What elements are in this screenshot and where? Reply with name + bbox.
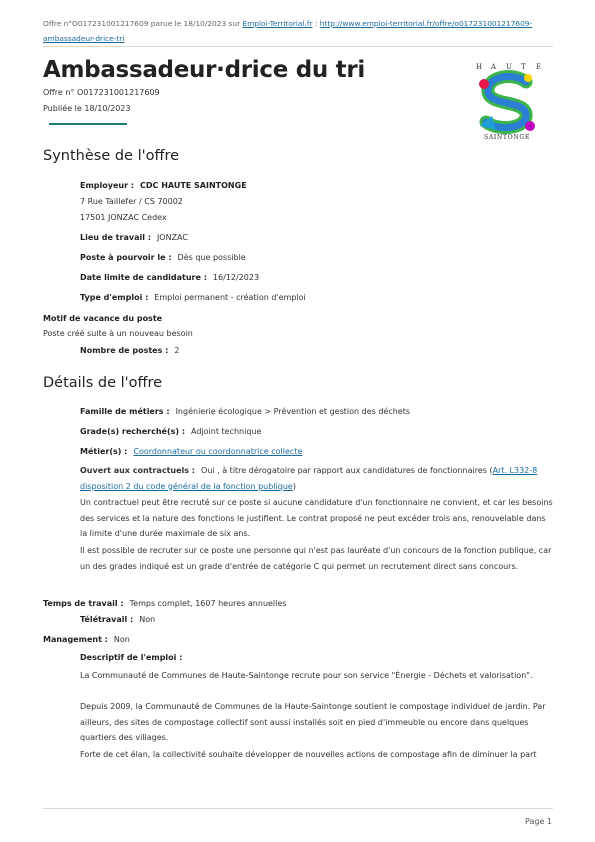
logo-letter-u: U — [506, 63, 512, 71]
management-row — [43, 635, 130, 644]
description-paragraph-2: Depuis 2009, la Communauté de Communes de la Haute-Saintonge soutient le compostage individuel de jardin. Par ailleurs, des sites de compostage collectif sont aussi installés soit en pied d'immeuble ou encore dans quelques quartiers des villages. — [80, 702, 546, 742]
offer-header-line — [43, 16, 558, 46]
logo-letter-e: E — [536, 63, 542, 71]
logo-subtitle: SAINTONGE — [483, 134, 531, 141]
contract-explanation: Un contractuel peut être recruté sur ce poste si aucune candidature d'un fonctionnaire ne convient, et car les besoins des services et la nature des fonctions le justifient. Le contrat proposé ne peut excéder trois ans, renouvelable dans la limite d'une durée maximale de six ans. — [80, 498, 553, 538]
footer-divider — [43, 808, 553, 809]
jobs-row — [80, 447, 302, 456]
page-title: Ambassadeur·drice du tri — [43, 57, 365, 83]
law-article-link[interactable]: Art. L332-8 — [492, 466, 538, 475]
law-disposition-link[interactable]: disposition 2 du code général de la fonction publique — [80, 481, 293, 491]
grade-value: Adjoint technique — [191, 427, 262, 436]
job-family-value: Ingénierie écologique > Prévention et gestion des déchets — [175, 407, 411, 416]
grade-row — [80, 427, 261, 436]
page-number: Page 1 — [525, 817, 552, 826]
workplace-label: Lieu de travail : — [80, 233, 151, 242]
positions-value: 2 — [174, 346, 180, 355]
synthese-section-title: Synthèse de l'offre — [43, 148, 180, 164]
employment-type-label: Type d'emploi : — [80, 293, 149, 302]
grade-label: Grade(s) recherché(s) : — [80, 427, 186, 436]
title-accent-bar — [49, 123, 127, 125]
management-value: Non — [113, 635, 130, 644]
job-family-label: Famille de métiers : — [80, 407, 170, 416]
worktime-row — [43, 599, 286, 608]
offer-url-link[interactable]: http://www.emploi-territorial.fr/offre/o017231001217609- ambassadeur-drice-tri — [43, 19, 533, 43]
employment-type-row — [80, 293, 306, 302]
job-description-label: Descriptif de l'emploi : — [80, 653, 183, 662]
description-paragraph-3: Forte de cet élan, la collectivité souhaite développer de nouvelles actions de compostage afin de diminuer la part — [80, 750, 537, 759]
management-label: Management : — [43, 635, 108, 644]
description-paragraph-1: La Communauté de Communes de Haute-Saintonge recrute pour son service "Énergie - Déchets et valorisation". — [80, 671, 533, 680]
remote-work-value: Non — [139, 615, 156, 624]
worktime-label: Temps de travail : — [43, 599, 124, 608]
positions-row — [80, 346, 179, 355]
job-family-row — [80, 407, 410, 416]
published-date: Publiée le 18/10/2023 — [43, 104, 131, 113]
contract-value: Oui , à titre dérogatoire par rapport aux candidatures de fonctionnaires ( — [201, 466, 493, 475]
employment-type-value: Emploi permanent - création d'emploi — [154, 293, 306, 302]
remote-work-row — [80, 615, 155, 624]
employer-value: CDC HAUTE SAINTONGE — [140, 181, 247, 190]
deadline-label: Date limite de candidature : — [80, 273, 207, 282]
haute-saintonge-logo — [470, 60, 545, 142]
header-divider — [43, 46, 553, 47]
workplace-row — [80, 233, 188, 242]
recruitment-explanation: Il est possible de recruter sur ce poste une personne qui n'est pas lauréate d'un concours de la fonction publique, car un des grades indiqué est un grade d'entrée de catégorie C qui permet un recrutement direct sans concours. — [80, 546, 552, 571]
header-prefix: Offre n°O017231001217609 parue le 18/10/2023 sur — [43, 19, 241, 28]
header-separator: : — [314, 19, 318, 28]
remote-work-label: Télétravail : — [80, 615, 134, 624]
start-date-value: Dès que possible — [177, 253, 246, 262]
worktime-value: Temps complet, 1607 heures annuelles — [129, 599, 287, 608]
details-section-title: Détails de l'offre — [43, 375, 163, 391]
employer-address-2: 17501 JONZAC Cedex — [80, 213, 167, 222]
offer-number: Offre n° O017231001217609 — [43, 88, 160, 97]
contract-block: Ouvert aux contractuels : Oui , à titre dérogatoire par rapport aux candidatures de fonctionnaires (Art. L332-8 disposition 2 du code général de la fonction publique) — [80, 466, 538, 491]
employer-label: Employeur : — [80, 181, 135, 190]
employer-row — [80, 181, 247, 190]
start-date-label: Poste à pourvoir le : — [80, 253, 172, 262]
employer-address-1: 7 Rue Taillefer / CS 70002 — [80, 197, 183, 206]
vacancy-reason-label: Motif de vacance du poste — [43, 314, 163, 323]
contract-label: Ouvert aux contractuels : — [80, 466, 196, 475]
logo-letter-h: H — [476, 63, 483, 71]
workplace-value: JONZAC — [156, 233, 188, 242]
jobs-link[interactable]: Coordonnateur ou coordonnatrice collecte — [133, 447, 303, 456]
logo-letter-a: A — [491, 63, 497, 71]
positions-label: Nombre de postes : — [80, 346, 169, 355]
deadline-value: 16/12/2023 — [212, 273, 260, 282]
vacancy-reason-value: Poste créé suite à un nouveau besoin — [43, 329, 193, 338]
logo-letter-t: T — [521, 63, 526, 71]
start-date-row — [80, 253, 246, 262]
jobs-label: Métier(s) : — [80, 447, 128, 456]
deadline-row — [80, 273, 259, 282]
site-link[interactable]: Emploi-Territorial.fr — [242, 19, 313, 28]
